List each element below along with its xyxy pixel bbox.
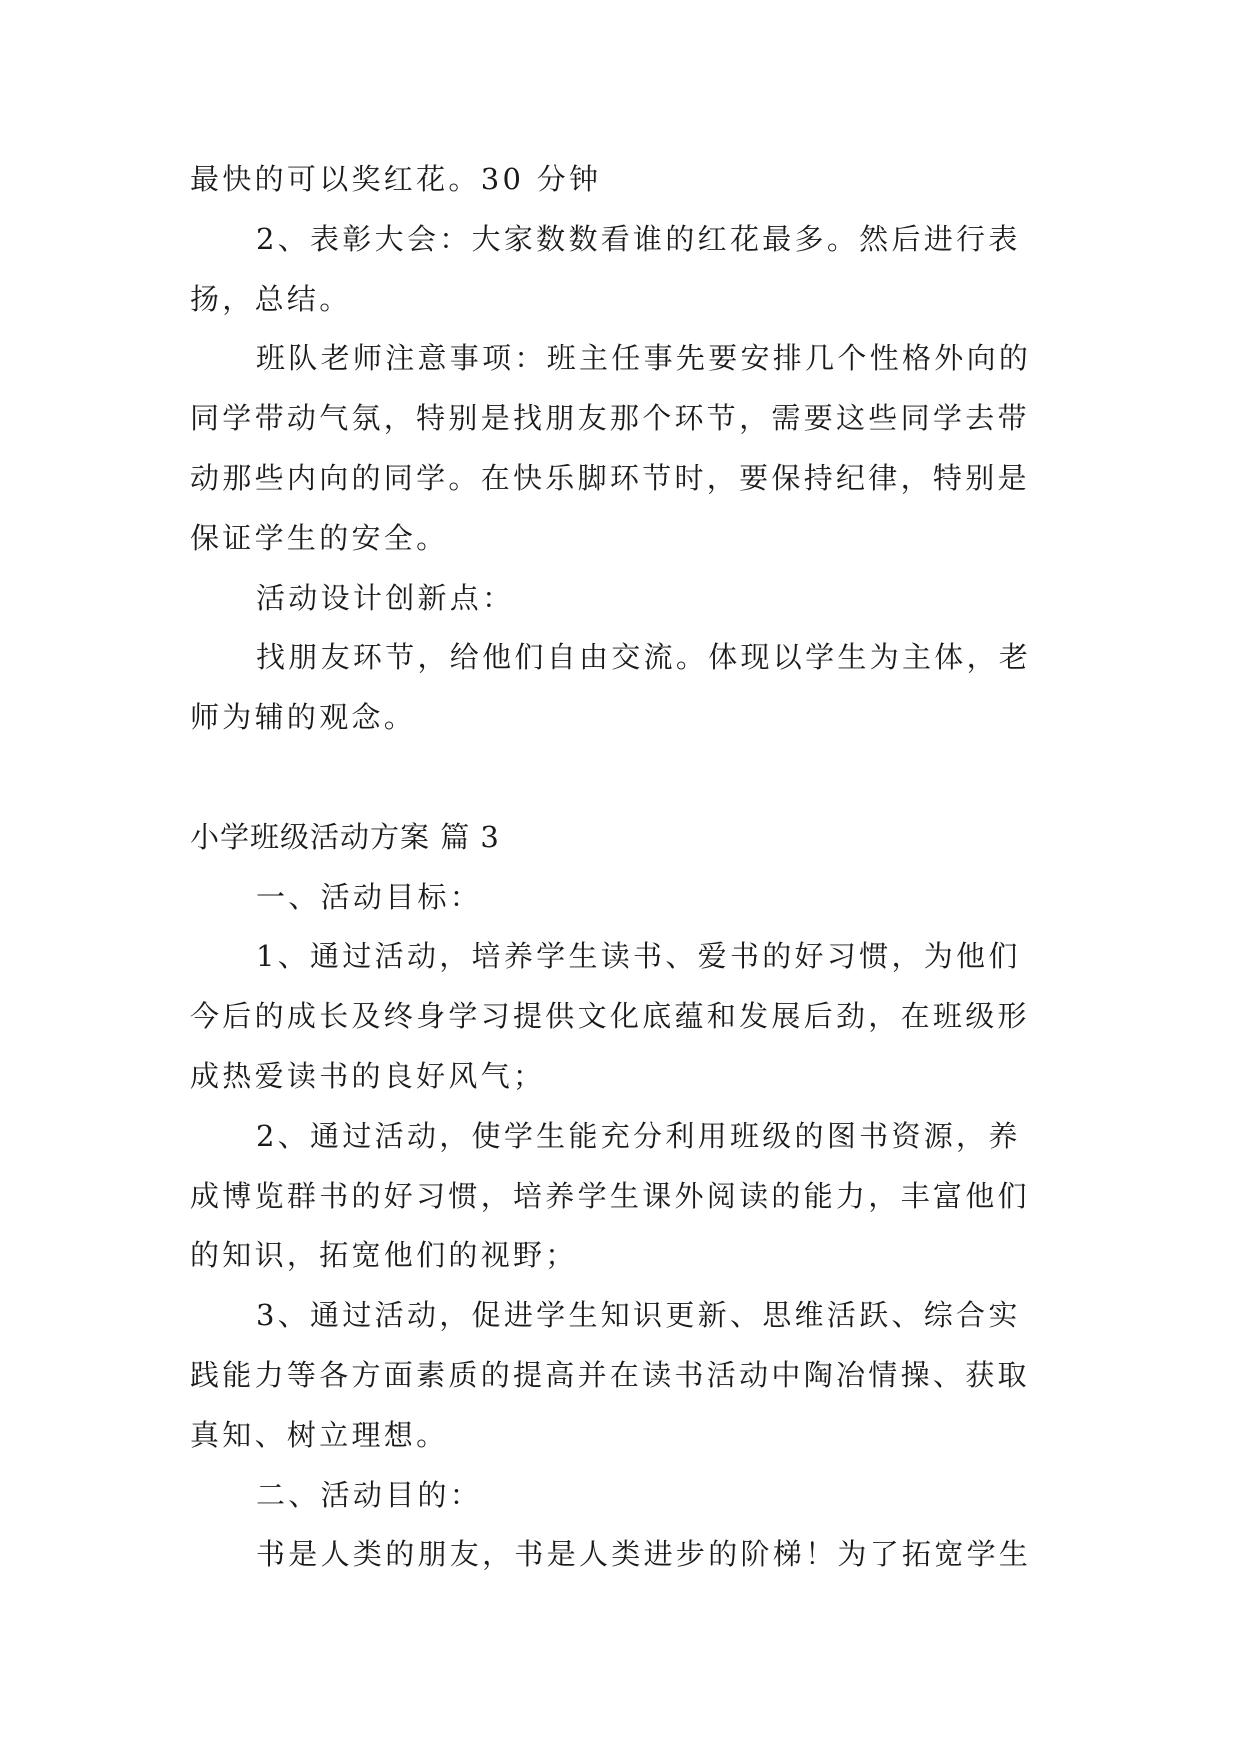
text-line: 的知识，拓宽他们的视野； bbox=[190, 1238, 578, 1273]
text-line: 成博览群书的好习惯，培养学生课外阅读的能力，丰富他们 bbox=[190, 1178, 1030, 1213]
text-line: 2、通过活动，使学生能充分利用班级的图书资源，养 bbox=[256, 1118, 1021, 1153]
text-line: 活动设计创新点： bbox=[256, 580, 515, 615]
document-page bbox=[190, 150, 1050, 1585]
text-line: 扬，总结。 bbox=[190, 281, 352, 316]
text-line: 最快的可以奖红花。30 分钟 bbox=[190, 162, 602, 196]
text-line: 成热爱读书的良好风气； bbox=[190, 1058, 546, 1093]
text-line: 今后的成长及终身学习提供文化底蕴和发展后劲，在班级形 bbox=[190, 999, 1030, 1034]
text-line: 2、表彰大会：大家数数看谁的红花最多。然后进行表 bbox=[256, 221, 1021, 256]
text-line: 找朋友环节，给他们自由交流。体现以学生为主体，老 bbox=[256, 640, 1032, 675]
text-line: 1、通过活动，培养学生读书、爱书的好习惯，为他们 bbox=[256, 939, 1021, 974]
blank-line bbox=[190, 748, 1050, 808]
text-line: 二、活动目的： bbox=[256, 1477, 483, 1512]
text-line: 真知、树立理想。 bbox=[190, 1417, 449, 1452]
text-line: 3、通过活动，促进学生知识更新、思维活跃、综合实 bbox=[256, 1298, 1021, 1333]
text-line: 班队老师注意事项：班主任事先要安排几个性格外向的 bbox=[256, 341, 1032, 376]
section-heading: 小学班级活动方案 篇 3 bbox=[190, 819, 500, 854]
text-line: 书是人类的朋友，书是人类进步的阶梯！为了拓宽学生 bbox=[256, 1537, 1032, 1572]
text-line: 师为辅的观念。 bbox=[190, 700, 417, 735]
text-line: 保证学生的安全。 bbox=[190, 520, 449, 555]
text-line: 践能力等各方面素质的提高并在读书活动中陶冶情操、获取 bbox=[190, 1357, 1030, 1392]
text-line: 动那些内向的同学。在快乐脚环节时，要保持纪律，特别是 bbox=[190, 460, 1030, 495]
text-line: 同学带动气氛，特别是找朋友那个环节，需要这些同学去带 bbox=[190, 401, 1030, 436]
text-line: 一、活动目标： bbox=[256, 879, 483, 914]
